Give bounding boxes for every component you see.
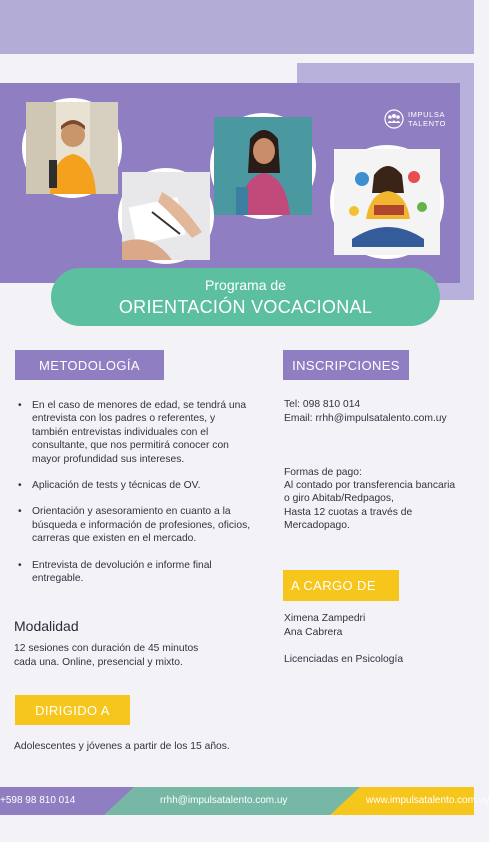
inscripciones-tel: Tel: 098 810 014	[284, 399, 361, 410]
top-band	[0, 0, 474, 54]
student-photo	[26, 102, 118, 194]
footer-website: www.impulsatalento.com.uy	[366, 795, 489, 806]
group-people-icon	[384, 109, 404, 129]
list-item: • En el caso de menores de edad, se tendrá una entrevista con los padres o referentes, y también entrevistas individuales con el consultante, que nos permitirá conocer con mayor profundidad sus intereses.	[14, 399, 254, 466]
list-item: • Aplicación de tests y técnicas de OV.	[14, 479, 254, 492]
dirigido-text: Adolescentes y jóvenes a partir de los 15 años.	[14, 741, 230, 752]
books-photo	[334, 149, 440, 255]
metodologia-heading: METODOLOGÍA	[15, 350, 164, 380]
pago-line: Al contado por transferencia bancaria	[284, 480, 456, 491]
writing-photo	[122, 172, 210, 260]
modalidad-line2: cada una. Online, presencial y mixto.	[14, 657, 183, 668]
cargo-name: Ana Cabrera	[284, 627, 343, 638]
photo-teen-circle	[210, 113, 316, 219]
cargo-title: Licenciadas en Psicología	[284, 654, 404, 665]
photo-student-circle	[22, 98, 122, 198]
pago-line: Mercadopago.	[284, 520, 350, 531]
cargo-name: Ximena Zampedri	[284, 613, 366, 624]
inscripciones-heading: INSCRIPCIONES	[283, 350, 409, 380]
banner-title: ORIENTACIÓN VOCACIONAL	[118, 297, 373, 317]
dirigido-heading: DIRIGIDO A	[15, 695, 130, 725]
photo-writing-circle	[118, 168, 214, 264]
metodologia-list	[14, 399, 254, 598]
teen-photo	[214, 117, 312, 215]
pago-line: Hasta 12 cuotas a través de	[284, 507, 413, 518]
footer-phone: +598 98 810 014	[0, 795, 76, 806]
footer-email: rrhh@impulsatalento.com.uy	[160, 795, 288, 806]
logo-line1: IMPULSA	[408, 110, 446, 119]
program-title-banner	[51, 268, 440, 326]
banner-subtitle: Programa de	[205, 277, 286, 293]
modalidad-heading: Modalidad	[14, 618, 79, 634]
brand-logo	[384, 107, 464, 131]
modalidad-line1: 12 sesiones con duración de 45 minutos	[14, 643, 199, 654]
pago-line: o giro Abitab/Redpagos,	[284, 493, 394, 504]
logo-line2: TALENTO	[408, 119, 447, 128]
cargo-heading: A CARGO DE	[283, 570, 399, 601]
list-item: • Entrevista de devolución e informe final entregable.	[14, 559, 254, 586]
inscripciones-email: Email: rrhh@impulsatalento.com.uy	[284, 413, 447, 424]
list-item: • Orientación y asesoramiento en cuanto a la búsqueda e información de profesiones, oficios, carreras que existen en el mercado.	[14, 505, 254, 545]
photo-books-circle	[330, 145, 444, 259]
pago-line: Formas de pago:	[284, 467, 362, 478]
